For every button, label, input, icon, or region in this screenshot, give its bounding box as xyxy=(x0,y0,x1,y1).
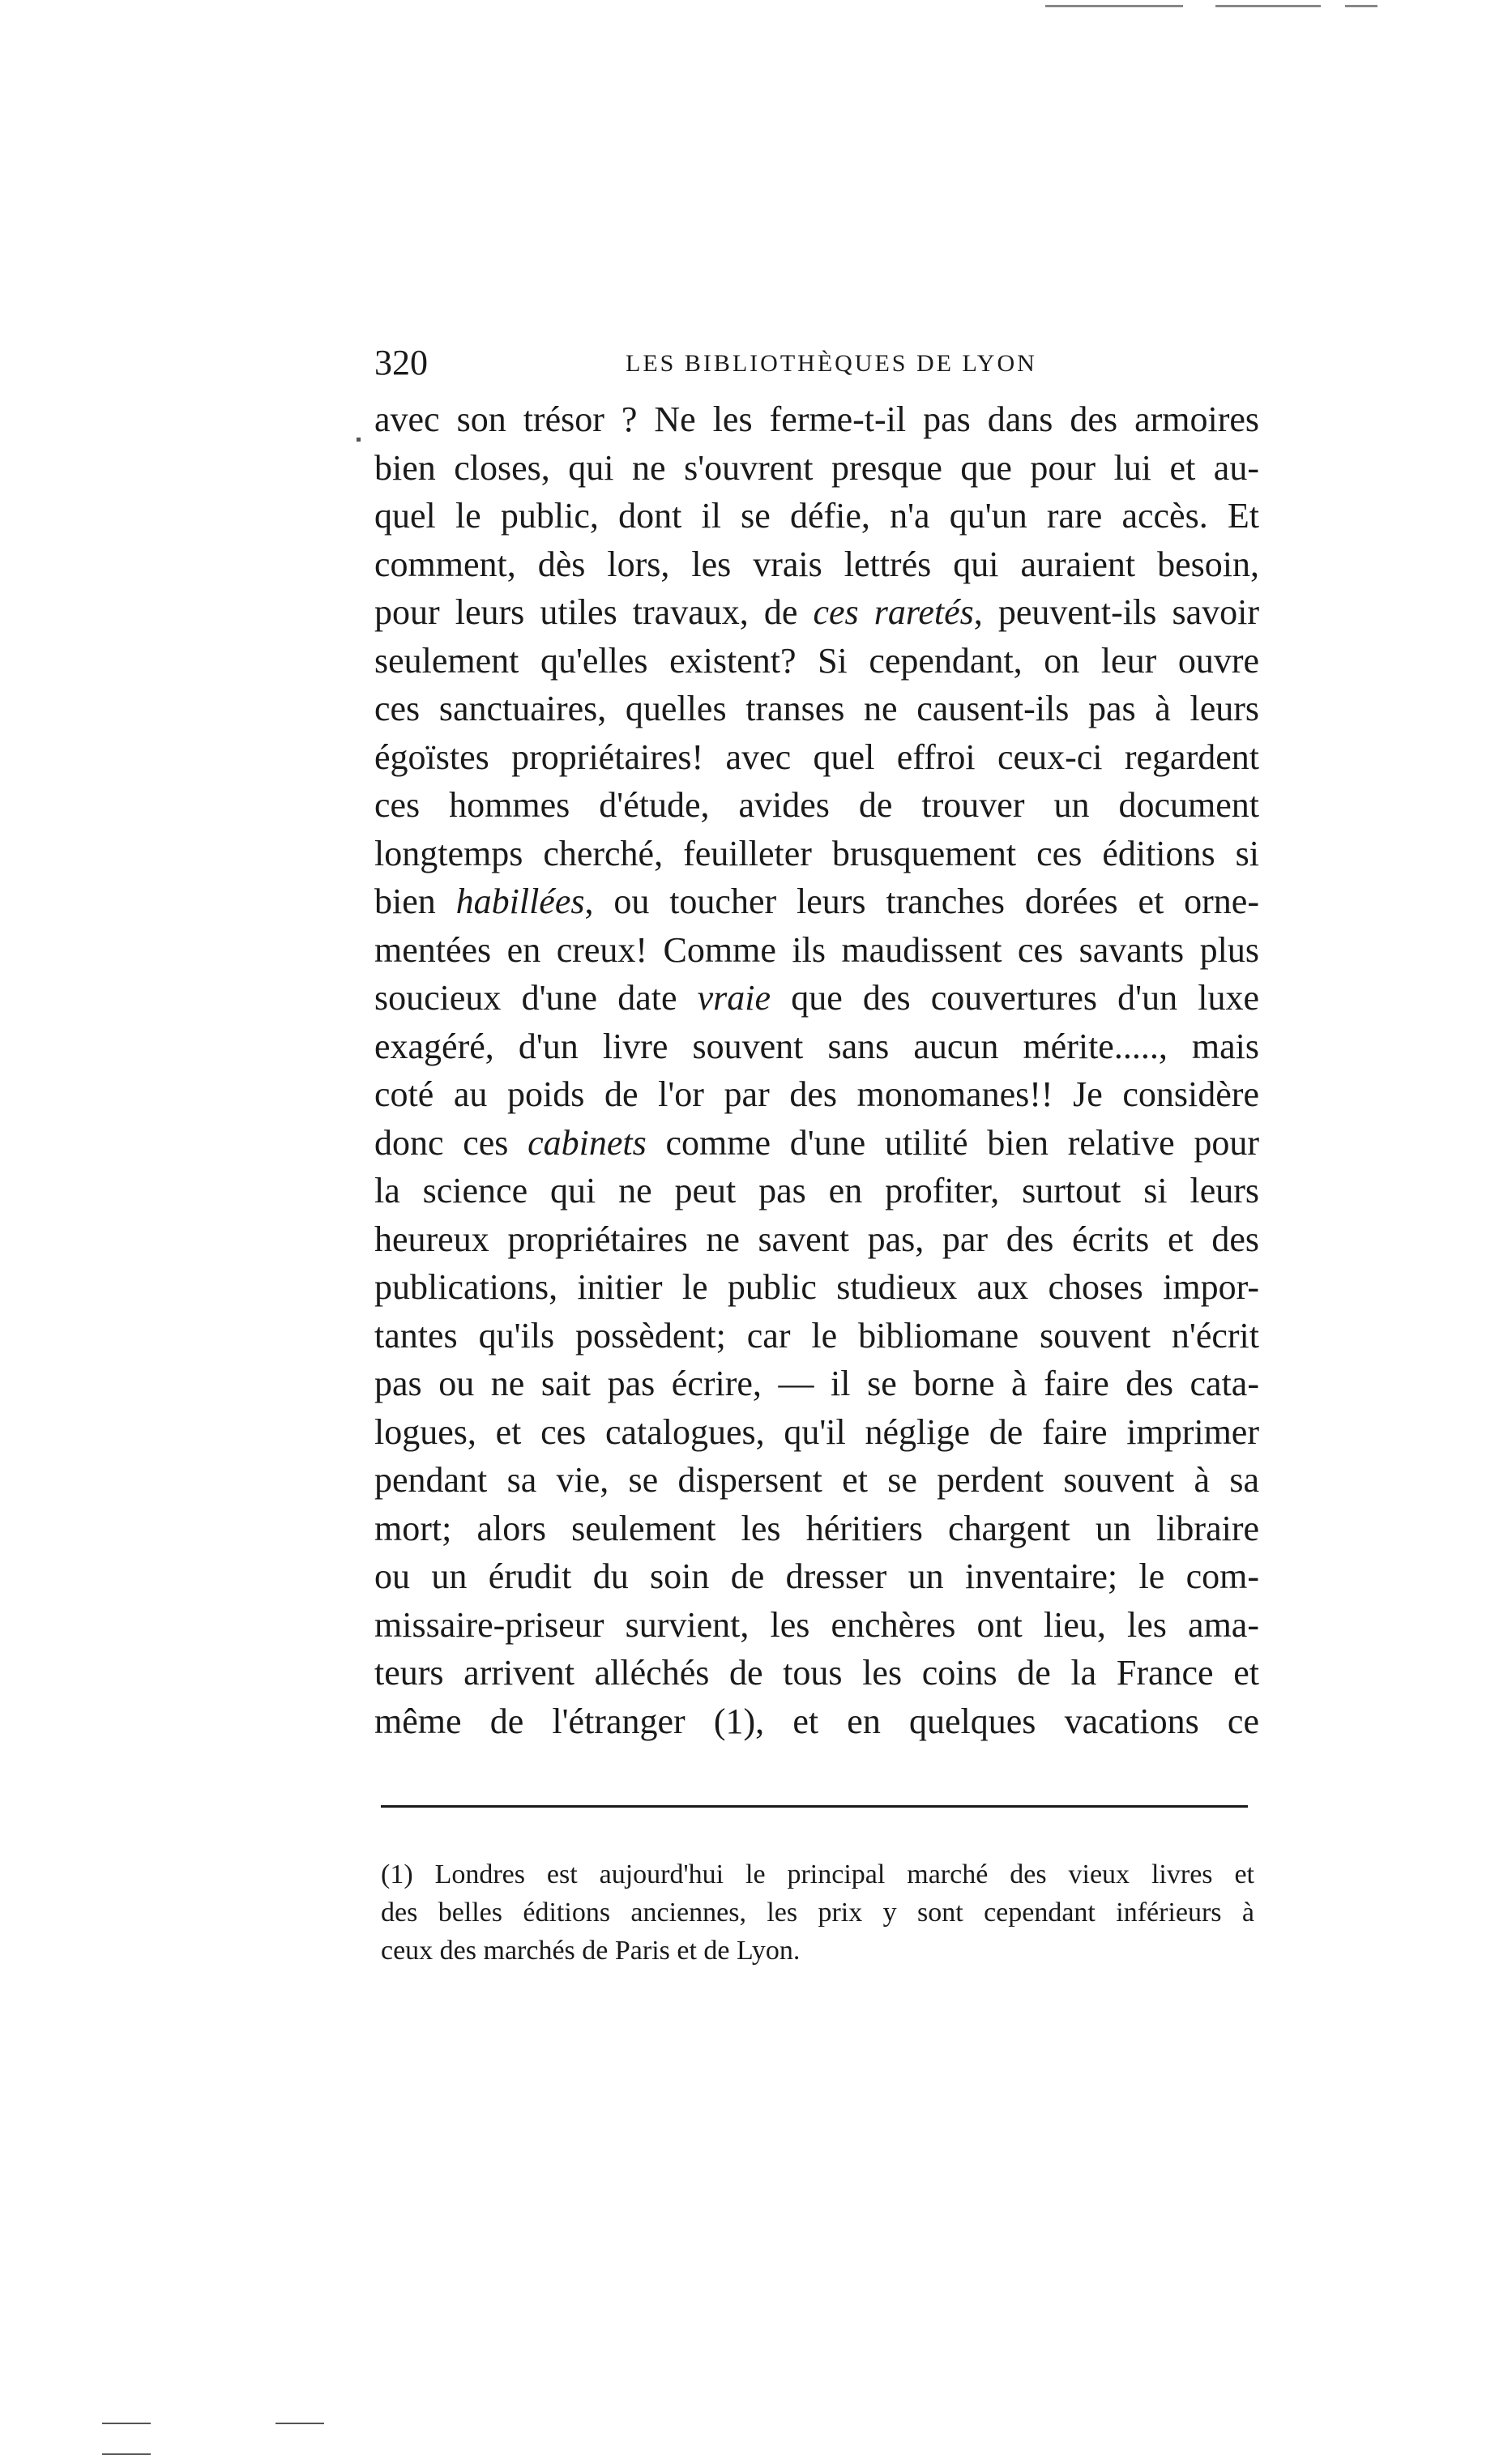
text-segment: bien closes, qui ne s'ouvrent presque que pour lui et au- xyxy=(374,447,1259,488)
scan-speck xyxy=(357,438,361,442)
text-segment: missaire-priseur survient, les enchères ont lieu, les ama- xyxy=(374,1604,1259,1645)
page-number: 320 xyxy=(374,343,428,382)
text-segment: , ou toucher leurs tranches dorées et orne- xyxy=(584,882,1259,921)
text-segment: teurs arrivent alléchés de tous les coins de la France et xyxy=(374,1653,1259,1693)
footnote-separator xyxy=(381,1805,1248,1808)
text-segment: longtemps cherché, feuilleter brusquement ces éditions si xyxy=(374,833,1259,873)
text-segment: bien xyxy=(374,882,456,921)
text-line xyxy=(374,733,1259,782)
text-line xyxy=(374,588,1259,637)
text-line xyxy=(374,1601,1259,1650)
text-line xyxy=(374,1215,1259,1264)
text-segment: quel le public, dont il se défie, n'a qu'un rare accès. Et xyxy=(374,496,1259,536)
text-segment: pour leurs utiles travaux, de xyxy=(374,592,814,632)
text-line xyxy=(374,1552,1259,1601)
text-segment: même de l'étranger (1), et en quelques vacations ce xyxy=(374,1701,1259,1741)
text-line xyxy=(374,1312,1259,1360)
text-segment: mentées en creux! Comme ils maudissent ces savants plus xyxy=(374,929,1259,970)
text-segment: heureux propriétaires ne savent pas, par des écrits et des xyxy=(374,1219,1259,1259)
text-segment: mort; alors seulement les héritiers chargent un libraire xyxy=(374,1508,1259,1548)
text-segment: seulement qu'elles existent? Si cependant, on leur ouvre xyxy=(374,640,1259,681)
text-segment: coté au poids de l'or par des monomanes!! Je considère xyxy=(374,1074,1259,1114)
scan-speck xyxy=(275,2423,324,2424)
text-segment: exagéré, d'un livre souvent sans aucun mérite....., mais xyxy=(374,1026,1259,1066)
text-segment: soucieux d'une date xyxy=(374,978,698,1018)
text-line xyxy=(374,1023,1259,1071)
scan-artifact-top xyxy=(1215,5,1321,7)
text-line xyxy=(374,1697,1259,1746)
text-segment: tantes qu'ils possèdent; car le bibliomane souvent n'écrit xyxy=(374,1315,1259,1356)
text-segment: publications, initier le public studieux aux choses impor- xyxy=(374,1267,1259,1307)
footnote-line: (1) Londres est aujourd'hui le principal marché des vieux livres et xyxy=(381,1859,1254,1889)
italic-text: vraie xyxy=(697,978,771,1018)
text-line xyxy=(374,1408,1259,1457)
text-segment: donc ces xyxy=(374,1122,528,1163)
text-line xyxy=(374,877,1259,926)
text-line xyxy=(374,1167,1259,1215)
running-title: LES BIBLIOTHÈQUES DE LYON xyxy=(626,350,1037,377)
page-header xyxy=(374,339,1266,387)
text-segment: ou un érudit du soin de dresser un inventaire; le com- xyxy=(374,1556,1259,1596)
text-line xyxy=(374,781,1259,830)
text-line xyxy=(374,540,1259,589)
text-line xyxy=(374,395,1259,444)
text-line xyxy=(374,492,1259,540)
text-segment: comme d'une utilité bien relative pour xyxy=(646,1122,1259,1163)
text-line xyxy=(374,1360,1259,1408)
footnote-line: des belles éditions anciennes, les prix y sont cependant inférieurs à xyxy=(381,1898,1254,1928)
text-segment: comment, dès lors, les vrais lettrés qui auraient besoin, xyxy=(374,544,1259,584)
text-line xyxy=(374,1456,1259,1505)
text-line xyxy=(374,444,1259,493)
italic-text: habillées xyxy=(455,882,585,921)
scan-artifact-top xyxy=(1045,5,1183,7)
text-line xyxy=(374,637,1259,685)
text-line xyxy=(374,974,1259,1023)
text-segment: égoïstes propriétaires! avec quel effroi ceux-ci regardent xyxy=(374,736,1259,777)
text-line xyxy=(374,1263,1259,1312)
italic-text: ces raretés xyxy=(813,592,974,632)
text-segment: que des couvertures d'un luxe xyxy=(771,978,1259,1018)
text-segment: la science qui ne peut pas en profiter, surtout si leurs xyxy=(374,1171,1259,1210)
text-line xyxy=(374,1070,1259,1119)
text-segment: avec son trésor ? Ne les ferme-t-il pas dans des armoires xyxy=(374,399,1259,439)
footnote-line: ceux des marchés de Paris et de Lyon. xyxy=(381,1936,801,1966)
text-segment: ces hommes d'étude, avides de trouver un document xyxy=(374,785,1259,825)
italic-text: cabinets xyxy=(527,1122,647,1163)
text-segment: pas ou ne sait pas écrire, — il se borne à faire des cata- xyxy=(374,1364,1259,1403)
text-segment: pendant sa vie, se dispersent et se perdent souvent à sa xyxy=(374,1460,1259,1500)
text-line xyxy=(374,926,1259,975)
scan-artifact-top xyxy=(1345,5,1377,7)
text-segment: logues, et ces catalogues, qu'il néglige de faire imprimer xyxy=(374,1411,1259,1452)
text-line xyxy=(374,1505,1259,1553)
text-line xyxy=(374,830,1259,878)
footnote xyxy=(381,1855,1254,1970)
text-segment: , peuvent-ils savoir xyxy=(973,592,1259,632)
main-paragraph xyxy=(374,395,1259,1745)
text-segment: ces sanctuaires, quelles transes ne causent-ils pas à leurs xyxy=(374,689,1259,728)
text-line xyxy=(374,1649,1259,1697)
text-line xyxy=(374,685,1259,733)
text-line xyxy=(374,1119,1259,1168)
scan-speck xyxy=(102,2423,151,2424)
